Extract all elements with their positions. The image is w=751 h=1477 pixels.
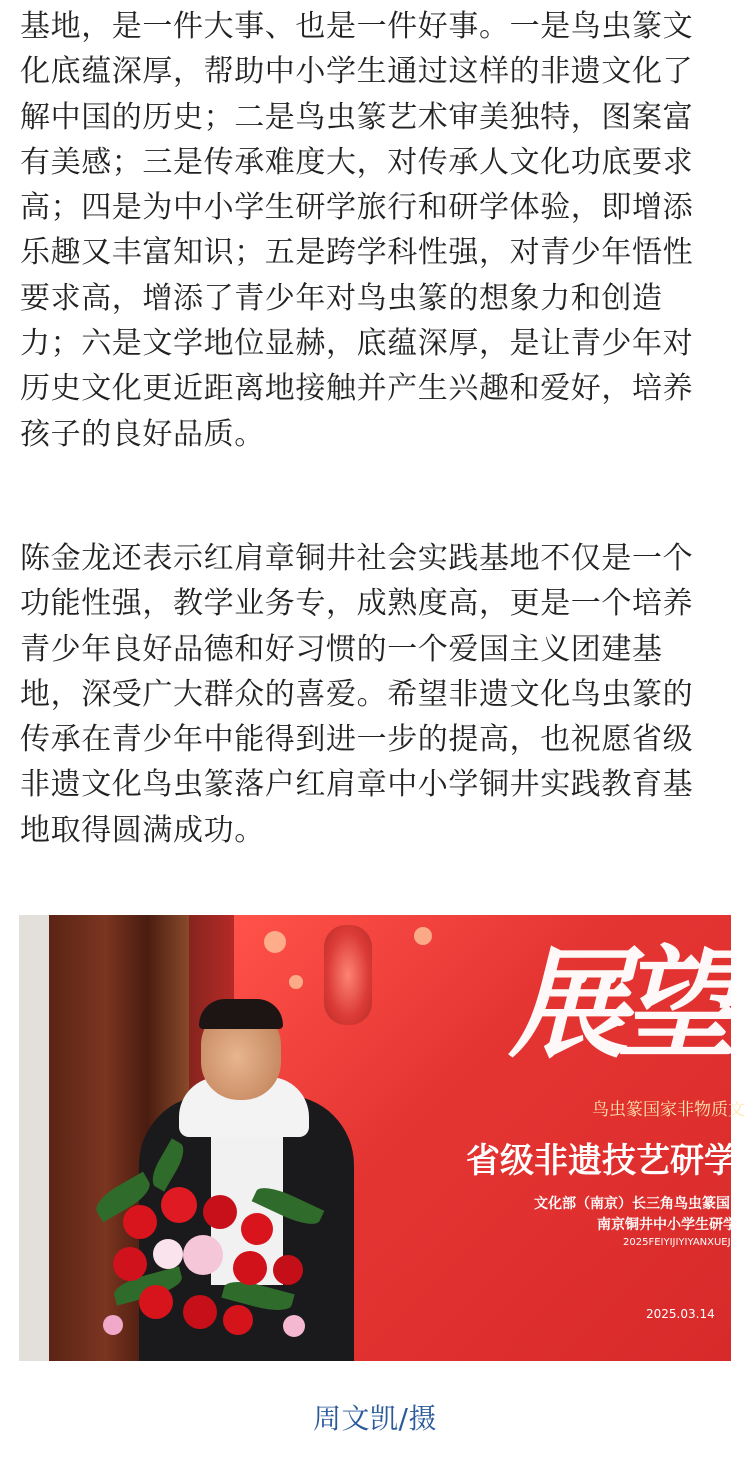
lily — [153, 1239, 183, 1269]
text-line: 解中国的历史；二是鸟虫篆艺术审美独特，图案富 — [20, 99, 694, 135]
banner-text-5: 2025FEIYIJIYIYANXUEJIDIS — [623, 1237, 751, 1248]
text-line: 地，深受广大群众的喜爱。希望非遗文化鸟虫篆的 — [20, 676, 694, 712]
text-line: 陈金龙还表示红肩章铜井社会实践基地不仅是一个 — [20, 541, 694, 576]
text-line: 孩子的良好品质。 — [20, 416, 265, 452]
rose — [161, 1187, 197, 1223]
text-line: 要求高，增添了青少年对鸟虫篆的想象力和创造 — [20, 280, 663, 316]
text-line: 有美感；三是传承难度大，对传承人文化功底要求 — [20, 144, 694, 180]
banner-date: 2025.03.14 — [646, 1307, 715, 1321]
text-line: 青少年良好品德和好习惯的一个爱国主义团建基 — [20, 631, 663, 667]
rose — [203, 1195, 237, 1229]
rose — [241, 1213, 273, 1245]
banner-text-4: 南京铜井中小学生研学 — [597, 1217, 737, 1233]
small-flower — [283, 1315, 305, 1337]
text-line: 历史文化更近距离地接触并产生兴趣和爱好，培养 — [20, 371, 694, 407]
banner-title: 省级非遗技艺研学 — [466, 1141, 738, 1181]
photo-credit: 周文凯/摄 — [313, 1402, 437, 1435]
light-glow — [289, 975, 303, 989]
lily — [183, 1235, 223, 1275]
speaker-hair — [199, 999, 283, 1029]
banner-text-1: 鸟虫篆国家非物质文 — [592, 1100, 745, 1120]
text-line: 非遗文化鸟虫篆落户红肩章中小学铜井实践教育基 — [20, 767, 694, 803]
small-flower — [103, 1315, 123, 1335]
banner-calligraphy: 展望 — [509, 934, 725, 1075]
paragraph-benefits — [20, 4, 693, 457]
paragraph-statement — [20, 536, 693, 853]
rose — [123, 1205, 157, 1239]
banner-text-3: 文化部（南京）长三角鸟虫篆国 — [534, 1196, 730, 1212]
flower-bouquet — [83, 1155, 343, 1361]
event-photo[interactable] — [19, 915, 751, 1361]
rose — [233, 1251, 267, 1285]
text-line: 力；六是文学地位显赫，底蕴深厚，是让青少年对 — [20, 326, 694, 362]
rose — [223, 1305, 253, 1335]
text-line: 功能性强，教学业务专，成熟度高，更是一个培养 — [20, 586, 694, 622]
text-line: 高；四是为中小学生研学旅行和研学体验，即增添 — [20, 190, 694, 226]
text-line: 地取得圆满成功。 — [20, 812, 265, 848]
rose — [183, 1295, 217, 1329]
photo-wall — [19, 915, 49, 1361]
text-line: 乐趣又丰富知识；五是跨学科性强，对青少年悟性 — [20, 235, 694, 271]
text-line: 化底蕴深厚，帮助中小学生通过这样的非遗文化了 — [20, 54, 694, 90]
light-glow — [264, 931, 286, 953]
rose — [273, 1255, 303, 1285]
rose — [139, 1285, 173, 1319]
rose — [113, 1247, 147, 1281]
text-line: 基地，是一件大事、也是一件好事。一是鸟虫篆文 — [20, 9, 694, 44]
light-glow — [414, 927, 432, 945]
text-line: 传承在青少年中能得到进一步的提高，也祝愿省级 — [20, 722, 694, 758]
